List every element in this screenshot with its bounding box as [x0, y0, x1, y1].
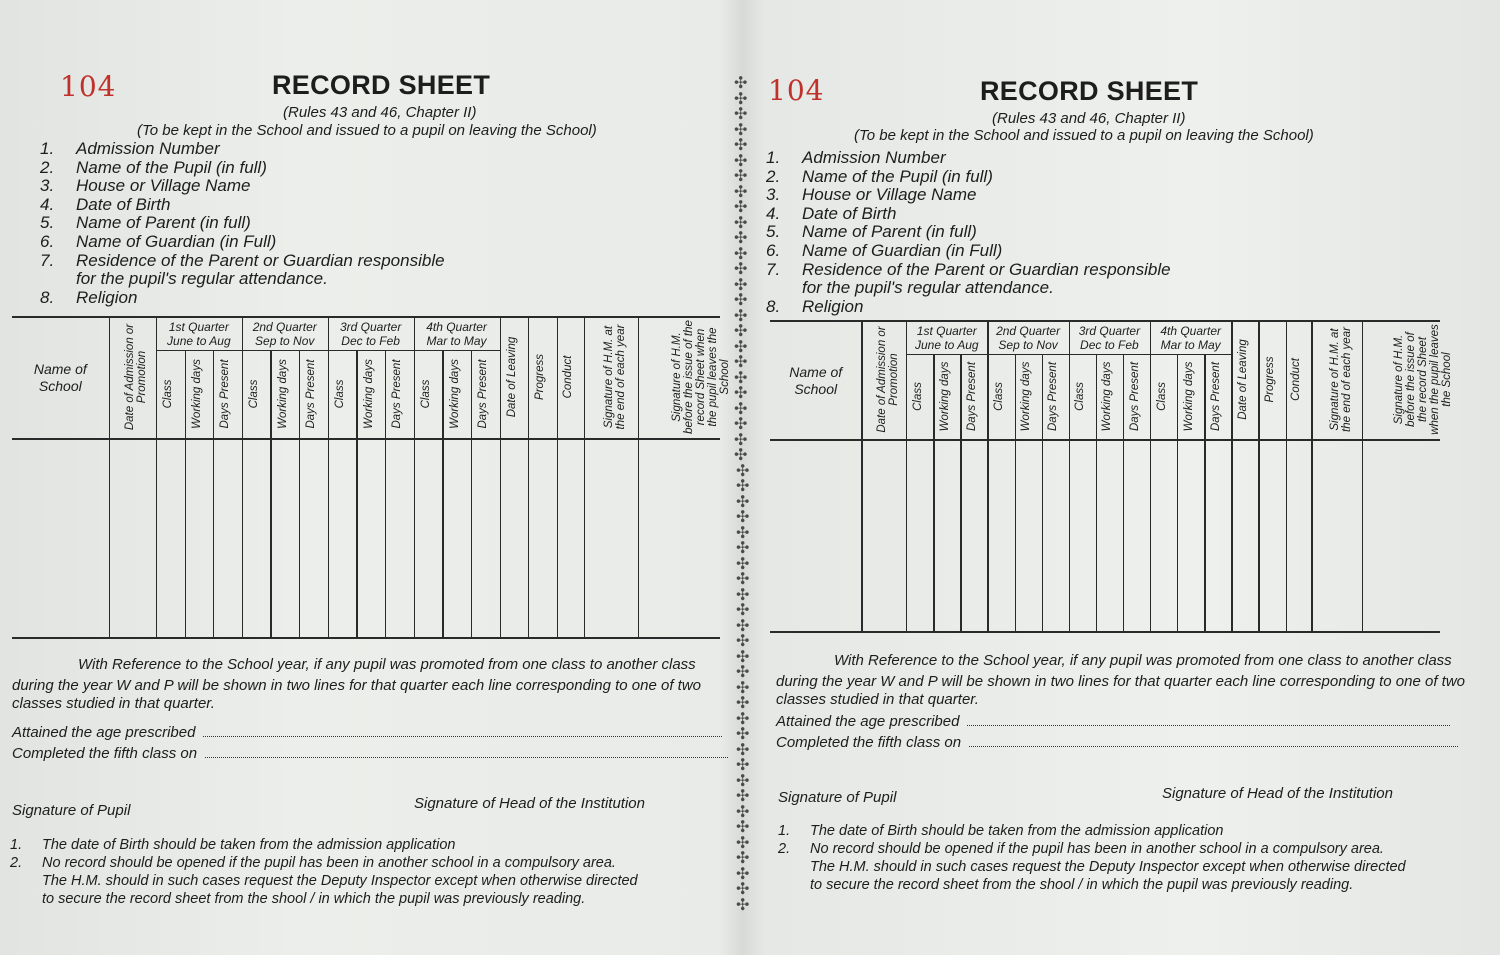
- header-working-days: Working days: [362, 359, 375, 429]
- header-quarter: 3rd Quarter Dec to Feb: [339, 320, 402, 348]
- rules-reference: (Rules 43 and 46, Chapter II): [283, 104, 477, 121]
- column-rule: [906, 320, 907, 632]
- binding-ring-icon: ✣: [736, 586, 750, 604]
- table-bottom-rule: [12, 637, 720, 639]
- field-residence: 7. Residence of the Parent or Guardian responsible: [766, 259, 1171, 279]
- field-residence-continued: for the pupil's regular attendance.: [802, 278, 1054, 298]
- header-tail-column: Conduct: [562, 355, 575, 399]
- field-house-name: 3. House or Village Name: [40, 176, 251, 196]
- binding-ring-icon: ✣: [736, 493, 750, 511]
- binding-ring-icon: ✣: [736, 571, 750, 588]
- binding-ring-icon: ✣: [736, 555, 750, 573]
- binding-ring-icon: ✣: [734, 152, 748, 170]
- column-rule: [1015, 354, 1016, 632]
- field-guardian-name: 6. Name of Guardian (in Full): [766, 240, 1003, 260]
- field-residence: 7. Residence of the Parent or Guardian responsible: [40, 250, 445, 270]
- header-tail-column: Signature of H.M. at the end of each year: [1328, 327, 1353, 432]
- reference-note: With Reference to the School year, if any pupil was promoted from one class to another class during the year W and P will be shown in two lines for that quarter each line corresponding to one of two classes studied in that quarter.: [12, 656, 701, 712]
- column-rule: [414, 316, 415, 638]
- header-days-present: Days Present: [1047, 361, 1060, 432]
- header-date-of-admission: Date of Admission or Promotion: [875, 326, 900, 433]
- column-rule: [299, 350, 300, 638]
- binding-ring-icon: ✣: [736, 881, 750, 898]
- header-days-present: Days Present: [477, 359, 490, 429]
- sheet-number: 104: [60, 70, 117, 103]
- binding-ring-icon: ✣: [736, 509, 750, 526]
- binding-ring-icon: ✣: [734, 307, 748, 325]
- column-rule: [156, 316, 157, 638]
- column-rule: [960, 354, 961, 632]
- column-rule: [1258, 320, 1259, 632]
- header-working-days: Working days: [1101, 361, 1114, 432]
- keeping-instruction: (To be kept in the School and issued to a pupil on leaving the School): [854, 127, 1314, 144]
- field-guardian-name: 6. Name of Guardian (in Full): [40, 231, 277, 251]
- binding-ring-icon: ✣: [736, 788, 750, 805]
- binding-ring-icon: ✣: [736, 757, 750, 774]
- header-date-of-admission: Date of Admission or Promotion: [124, 323, 149, 431]
- header-class: Class: [1155, 382, 1168, 411]
- header-name-of-school: Name of School: [789, 363, 843, 397]
- column-rule: [500, 316, 501, 638]
- header-class: Class: [419, 379, 432, 409]
- column-rule: [442, 350, 443, 638]
- binding-ring-icon: ✣: [736, 850, 750, 867]
- reference-note: With Reference to the School year, if any pupil was promoted from one class to another class during the year W and P will be shown in two lines for that quarter each line corresponding to one of two classes studied in that quarter.: [776, 652, 1465, 708]
- binding-ring-icon: ✣: [736, 648, 750, 666]
- column-rule: [933, 354, 934, 632]
- header-quarter: 1st Quarter June to Aug: [914, 324, 979, 352]
- binding-ring-icon: ✣: [736, 617, 750, 635]
- header-working-days: Working days: [190, 359, 203, 429]
- binding-ring-icon: ✣: [734, 121, 748, 139]
- field-parent-name: 5. Name of Parent (in full): [40, 213, 251, 233]
- binding-ring-icon: ✣: [734, 416, 748, 433]
- column-rule: [584, 316, 585, 638]
- binding-ring-icon: ✣: [734, 90, 748, 108]
- header-quarter: 4th Quarter Mar to May: [426, 320, 487, 348]
- header-quarter: 1st Quarter June to Aug: [167, 320, 231, 348]
- field-admission-number: 1. Admission Number: [40, 139, 220, 158]
- binding-ring-icon: ✣: [734, 168, 748, 185]
- column-rule: [1177, 354, 1178, 632]
- binding-ring-icon: ✣: [734, 245, 748, 263]
- header-quarter: 2nd Quarter Sep to Nov: [996, 324, 1061, 352]
- spiral-binding: [728, 0, 756, 955]
- binding-ring-icon: ✣: [734, 354, 748, 371]
- header-tail-column: Conduct: [1290, 358, 1303, 401]
- signature-of-head: Signature of Head of the Institution: [414, 795, 645, 812]
- binding-ring-icon: ✣: [736, 834, 750, 852]
- pupil-fields-list: [766, 149, 1171, 316]
- header-class: Class: [1074, 382, 1087, 411]
- column-rule: [242, 316, 243, 638]
- left-page: [0, 0, 730, 955]
- signature-of-pupil: Signature of Pupil: [12, 802, 131, 819]
- footnote-2: 2. No record should be opened if the pupil has been in another school in a compulsory area. The H.M. should in such cases request the Deputy Inspector except when otherwise directed to secure the record sheet from the shool / in which the pupil was previously reading.: [778, 841, 1406, 893]
- header-quarter: 4th Quarter Mar to May: [1160, 324, 1222, 352]
- rules-reference: (Rules 43 and 46, Chapter II): [992, 110, 1186, 127]
- column-rule: [987, 320, 988, 632]
- completed-fifth-line: Completed the fifth class on: [12, 745, 728, 762]
- table-header-rule: [770, 439, 1440, 441]
- header-class: Class: [334, 379, 347, 409]
- column-rule: [328, 316, 329, 638]
- header-tail-column: Date of Leaving: [505, 336, 518, 418]
- binding-ring-icon: ✣: [736, 819, 750, 836]
- footnote-2: 2. No record should be opened if the pupil has been in another school in a compulsory area. The H.M. should in such cases request the Deputy Inspector except when otherwise directed to secure the record sheet from the shool / in which the pupil was previously reading.: [10, 855, 638, 907]
- column-rule: [1362, 320, 1363, 632]
- pupil-fields-list: [40, 140, 445, 307]
- binding-ring-icon: ✣: [734, 338, 748, 356]
- column-rule: [270, 350, 271, 638]
- binding-ring-icon: ✣: [734, 276, 748, 294]
- binding-ring-icon: ✣: [734, 385, 748, 402]
- column-rule: [356, 350, 357, 638]
- header-tail-column: Date of Leaving: [1236, 339, 1249, 420]
- header-days-present: Days Present: [219, 359, 232, 429]
- footnotes: [10, 836, 710, 908]
- binding-ring-icon: ✣: [736, 478, 750, 495]
- column-rule: [1123, 354, 1124, 632]
- table-bottom-rule: [770, 631, 1440, 633]
- column-rule: [557, 316, 558, 638]
- column-rule: [471, 350, 472, 638]
- completed-fifth-line: Completed the fifth class on: [776, 734, 1458, 751]
- header-class: Class: [248, 379, 261, 409]
- column-rule: [861, 320, 862, 632]
- header-quarter: 2nd Quarter Sep to Nov: [252, 320, 317, 348]
- header-tail-column: Signature of H.M. before the issue of the record Sheet when the pupil leaves the School: [1393, 324, 1454, 435]
- column-rule: [385, 350, 386, 638]
- column-rule: [1286, 320, 1287, 632]
- column-rule: [1231, 320, 1232, 632]
- binding-ring-icon: ✣: [736, 726, 750, 743]
- header-class: Class: [162, 379, 175, 409]
- binding-ring-icon: ✣: [736, 602, 750, 619]
- header-tail-column: Progress: [1263, 356, 1276, 403]
- binding-ring-icon: ✣: [734, 230, 748, 247]
- binding-ring-icon: ✣: [734, 183, 748, 201]
- binding-ring-icon: ✣: [734, 369, 748, 387]
- field-pupil-name: 2. Name of the Pupil (in full): [40, 157, 267, 177]
- binding-ring-icon: ✣: [736, 664, 750, 681]
- binding-ring-icon: ✣: [734, 431, 748, 449]
- binding-ring-icon: ✣: [736, 896, 750, 914]
- binding-ring-icon: ✣: [736, 633, 750, 650]
- column-rule: [638, 316, 639, 638]
- binding-ring-icon: ✣: [736, 524, 750, 542]
- header-days-present: Days Present: [965, 361, 978, 432]
- header-working-days: Working days: [938, 361, 951, 432]
- field-house-name: 3. House or Village Name: [766, 185, 977, 205]
- header-days-present: Days Present: [305, 359, 318, 429]
- column-rule: [1042, 354, 1043, 632]
- attained-age-line: Attained the age prescribed: [776, 713, 1450, 730]
- header-name-of-school: Name of School: [33, 361, 87, 394]
- header-working-days: Working days: [448, 359, 461, 429]
- sheet-number: 104: [768, 74, 825, 107]
- signature-of-head: Signature of Head of the Institution: [1162, 785, 1393, 802]
- header-working-days: Working days: [1182, 361, 1195, 432]
- field-pupil-name: 2. Name of the Pupil (in full): [766, 166, 993, 186]
- binding-ring-icon: ✣: [734, 214, 748, 232]
- table-header-rule: [12, 438, 720, 440]
- field-parent-name: 5. Name of Parent (in full): [766, 222, 977, 242]
- header-class: Class: [993, 382, 1005, 411]
- binding-ring-icon: ✣: [734, 447, 748, 464]
- table-top-rule: [770, 320, 1440, 322]
- header-tail-column: Signature of H.M. before the issue of the record Sheet when the pupil leaves the School: [670, 320, 731, 434]
- column-rule: [528, 316, 529, 638]
- binding-ring-icon: ✣: [734, 199, 748, 216]
- binding-ring-icon: ✣: [734, 400, 748, 418]
- binding-ring-icon: ✣: [736, 679, 750, 697]
- column-rule: [1150, 320, 1151, 632]
- field-residence-continued: for the pupil's regular attendance.: [76, 269, 328, 289]
- column-rule: [185, 350, 186, 638]
- binding-ring-icon: ✣: [736, 803, 750, 821]
- attendance-table: [770, 320, 1454, 632]
- binding-ring-icon: ✣: [736, 462, 750, 480]
- binding-ring-icon: ✣: [734, 261, 748, 278]
- binding-ring-icon: ✣: [734, 75, 748, 92]
- header-class: Class: [911, 382, 924, 411]
- binding-ring-icon: ✣: [736, 772, 750, 790]
- footnote-1: 1. The date of Birth should be taken from the admission application: [778, 823, 1224, 839]
- header-days-present: Days Present: [1209, 361, 1222, 432]
- header-days-present: Days Present: [391, 359, 404, 429]
- signature-of-pupil: Signature of Pupil: [778, 789, 897, 806]
- sheet-title: RECORD SHEET: [980, 76, 1199, 106]
- field-religion: 8. Religion: [766, 296, 864, 316]
- field-date-of-birth: 4. Date of Birth: [40, 194, 171, 214]
- binding-ring-icon: ✣: [734, 323, 748, 340]
- header-tail-column: Signature of H.M. at the end of each year: [602, 324, 627, 430]
- binding-ring-icon: ✣: [736, 865, 750, 883]
- column-rule: [213, 350, 214, 638]
- attendance-table: [12, 316, 731, 638]
- header-working-days: Working days: [276, 359, 289, 429]
- table-top-rule: [12, 316, 720, 318]
- column-rule: [1069, 320, 1070, 632]
- binding-ring-icon: ✣: [736, 741, 750, 759]
- field-date-of-birth: 4. Date of Birth: [766, 203, 897, 223]
- column-rule: [1311, 320, 1312, 632]
- binding-ring-icon: ✣: [734, 292, 748, 309]
- binding-ring-icon: ✣: [734, 137, 748, 154]
- binding-ring-icon: ✣: [736, 695, 750, 712]
- column-rule: [109, 316, 110, 638]
- binding-ring-icon: ✣: [734, 106, 748, 123]
- keeping-instruction: (To be kept in the School and issued to a pupil on leaving the School): [137, 122, 597, 139]
- header-tail-column: Progress: [534, 353, 547, 401]
- right-page: [760, 0, 1500, 955]
- footnote-1: 1. The date of Birth should be taken from the admission application: [10, 837, 456, 853]
- footnotes: [778, 822, 1478, 894]
- header-working-days: Working days: [1020, 361, 1033, 432]
- header-quarter: 3rd Quarter Dec to Feb: [1078, 324, 1141, 352]
- attained-age-line: Attained the age prescribed: [12, 724, 722, 741]
- binding-ring-icon: ✣: [736, 540, 750, 557]
- header-days-present: Days Present: [1128, 361, 1141, 432]
- field-religion: 8. Religion: [40, 287, 138, 307]
- field-admission-number: 1. Admission Number: [766, 148, 946, 167]
- column-rule: [1096, 354, 1097, 632]
- binding-ring-icon: ✣: [736, 710, 750, 728]
- sheet-title: RECORD SHEET: [272, 70, 491, 100]
- column-rule: [1204, 354, 1205, 632]
